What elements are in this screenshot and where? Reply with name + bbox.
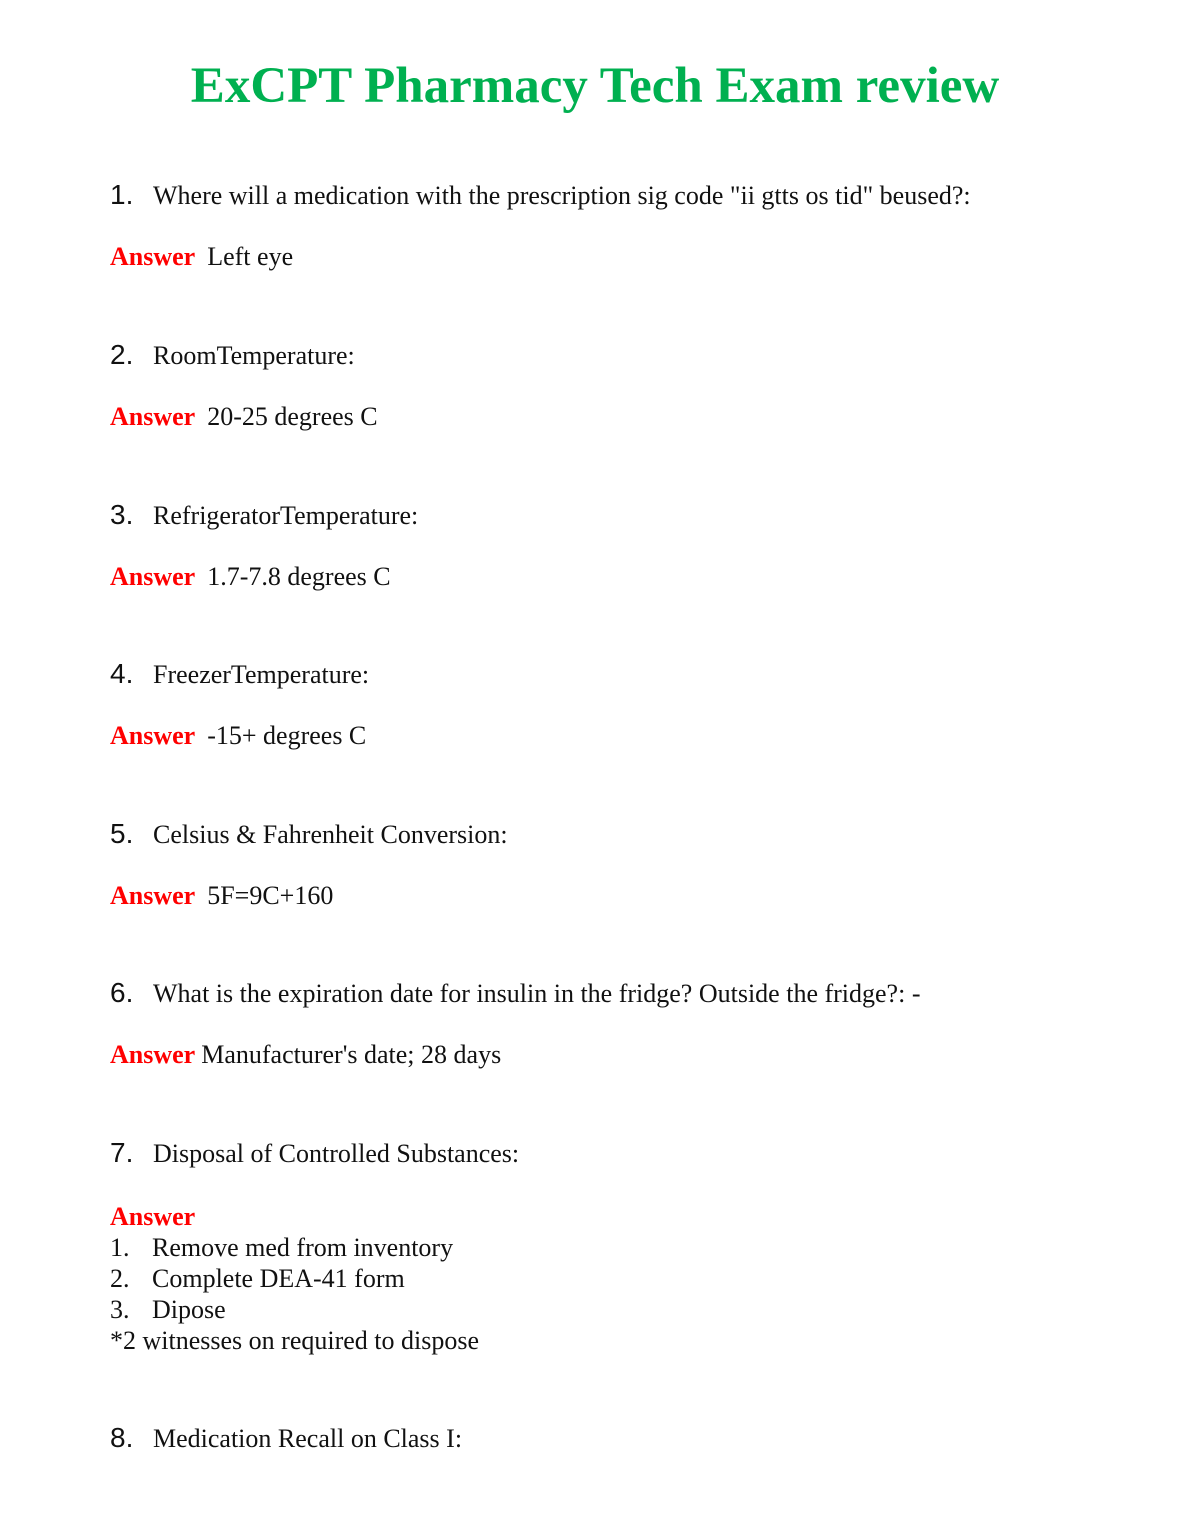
- list-item: [110, 1294, 479, 1325]
- answer-3: [110, 560, 391, 594]
- answer-note: *2 witnesses on required to dispose: [110, 1326, 480, 1355]
- answer-label: Answer: [110, 562, 196, 591]
- question-text: RoomTemperature:: [153, 341, 355, 370]
- question-text: Where will a medication with the prescription sig code "ii gtts os tid" beused?:: [153, 181, 971, 210]
- question-number: 1.: [110, 179, 134, 210]
- question-2: [110, 338, 355, 373]
- question-3: [110, 498, 418, 533]
- question-text: What is the expiration date for insulin in the fridge? Outside the fridge?: -: [153, 979, 921, 1008]
- question-number: 2.: [110, 339, 134, 370]
- answer-2: [110, 400, 378, 434]
- question-number: 6.: [110, 977, 134, 1008]
- question-text: Disposal of Controlled Substances:: [153, 1139, 520, 1168]
- answer-7: [110, 1201, 479, 1356]
- question-text: Celsius & Fahrenheit Conversion:: [153, 820, 508, 849]
- question-4: [110, 657, 369, 692]
- answer-6: [110, 1038, 501, 1072]
- answer-label: Answer: [110, 881, 196, 910]
- step-number: 1.: [110, 1233, 130, 1262]
- question-number: 7.: [110, 1137, 134, 1168]
- question-text: RefrigeratorTemperature:: [153, 501, 419, 530]
- answer-text: Left eye: [207, 242, 294, 271]
- question-text: FreezerTemperature:: [153, 660, 370, 689]
- step-number: 3.: [110, 1295, 130, 1324]
- answer-5: [110, 879, 333, 913]
- answer-label: Answer: [110, 242, 196, 271]
- question-5: [110, 817, 508, 852]
- answer-text: -15+ degrees C: [207, 721, 367, 750]
- answer-4: [110, 719, 366, 753]
- question-6: [110, 976, 920, 1011]
- question-8: [110, 1421, 462, 1456]
- answer-1: [110, 240, 293, 274]
- answer-label: Answer: [110, 1202, 196, 1231]
- step-text: Complete DEA-41 form: [152, 1264, 405, 1293]
- question-text: Medication Recall on Class I:: [153, 1424, 463, 1453]
- question-7: [110, 1136, 519, 1171]
- answer-text: Manufacturer's date; 28 days: [201, 1040, 502, 1069]
- question-1: [110, 178, 971, 213]
- document-title: ExCPT Pharmacy Tech Exam review: [190, 58, 1000, 114]
- answer-label: Answer: [110, 1040, 196, 1069]
- answer-text: 20-25 degrees C: [207, 402, 378, 431]
- question-number: 3.: [110, 499, 134, 530]
- question-number: 5.: [110, 818, 134, 849]
- answer-text: 5F=9C+160: [207, 881, 334, 910]
- step-text: Dipose: [152, 1295, 226, 1324]
- answer-label: Answer: [110, 721, 196, 750]
- answer-text: 1.7-7.8 degrees C: [207, 562, 391, 591]
- list-item: [110, 1232, 479, 1263]
- answer-label: Answer: [110, 402, 196, 431]
- question-number: 8.: [110, 1422, 134, 1453]
- step-number: 2.: [110, 1264, 130, 1293]
- step-text: Remove med from inventory: [152, 1233, 454, 1262]
- question-number: 4.: [110, 658, 134, 689]
- list-item: [110, 1263, 479, 1294]
